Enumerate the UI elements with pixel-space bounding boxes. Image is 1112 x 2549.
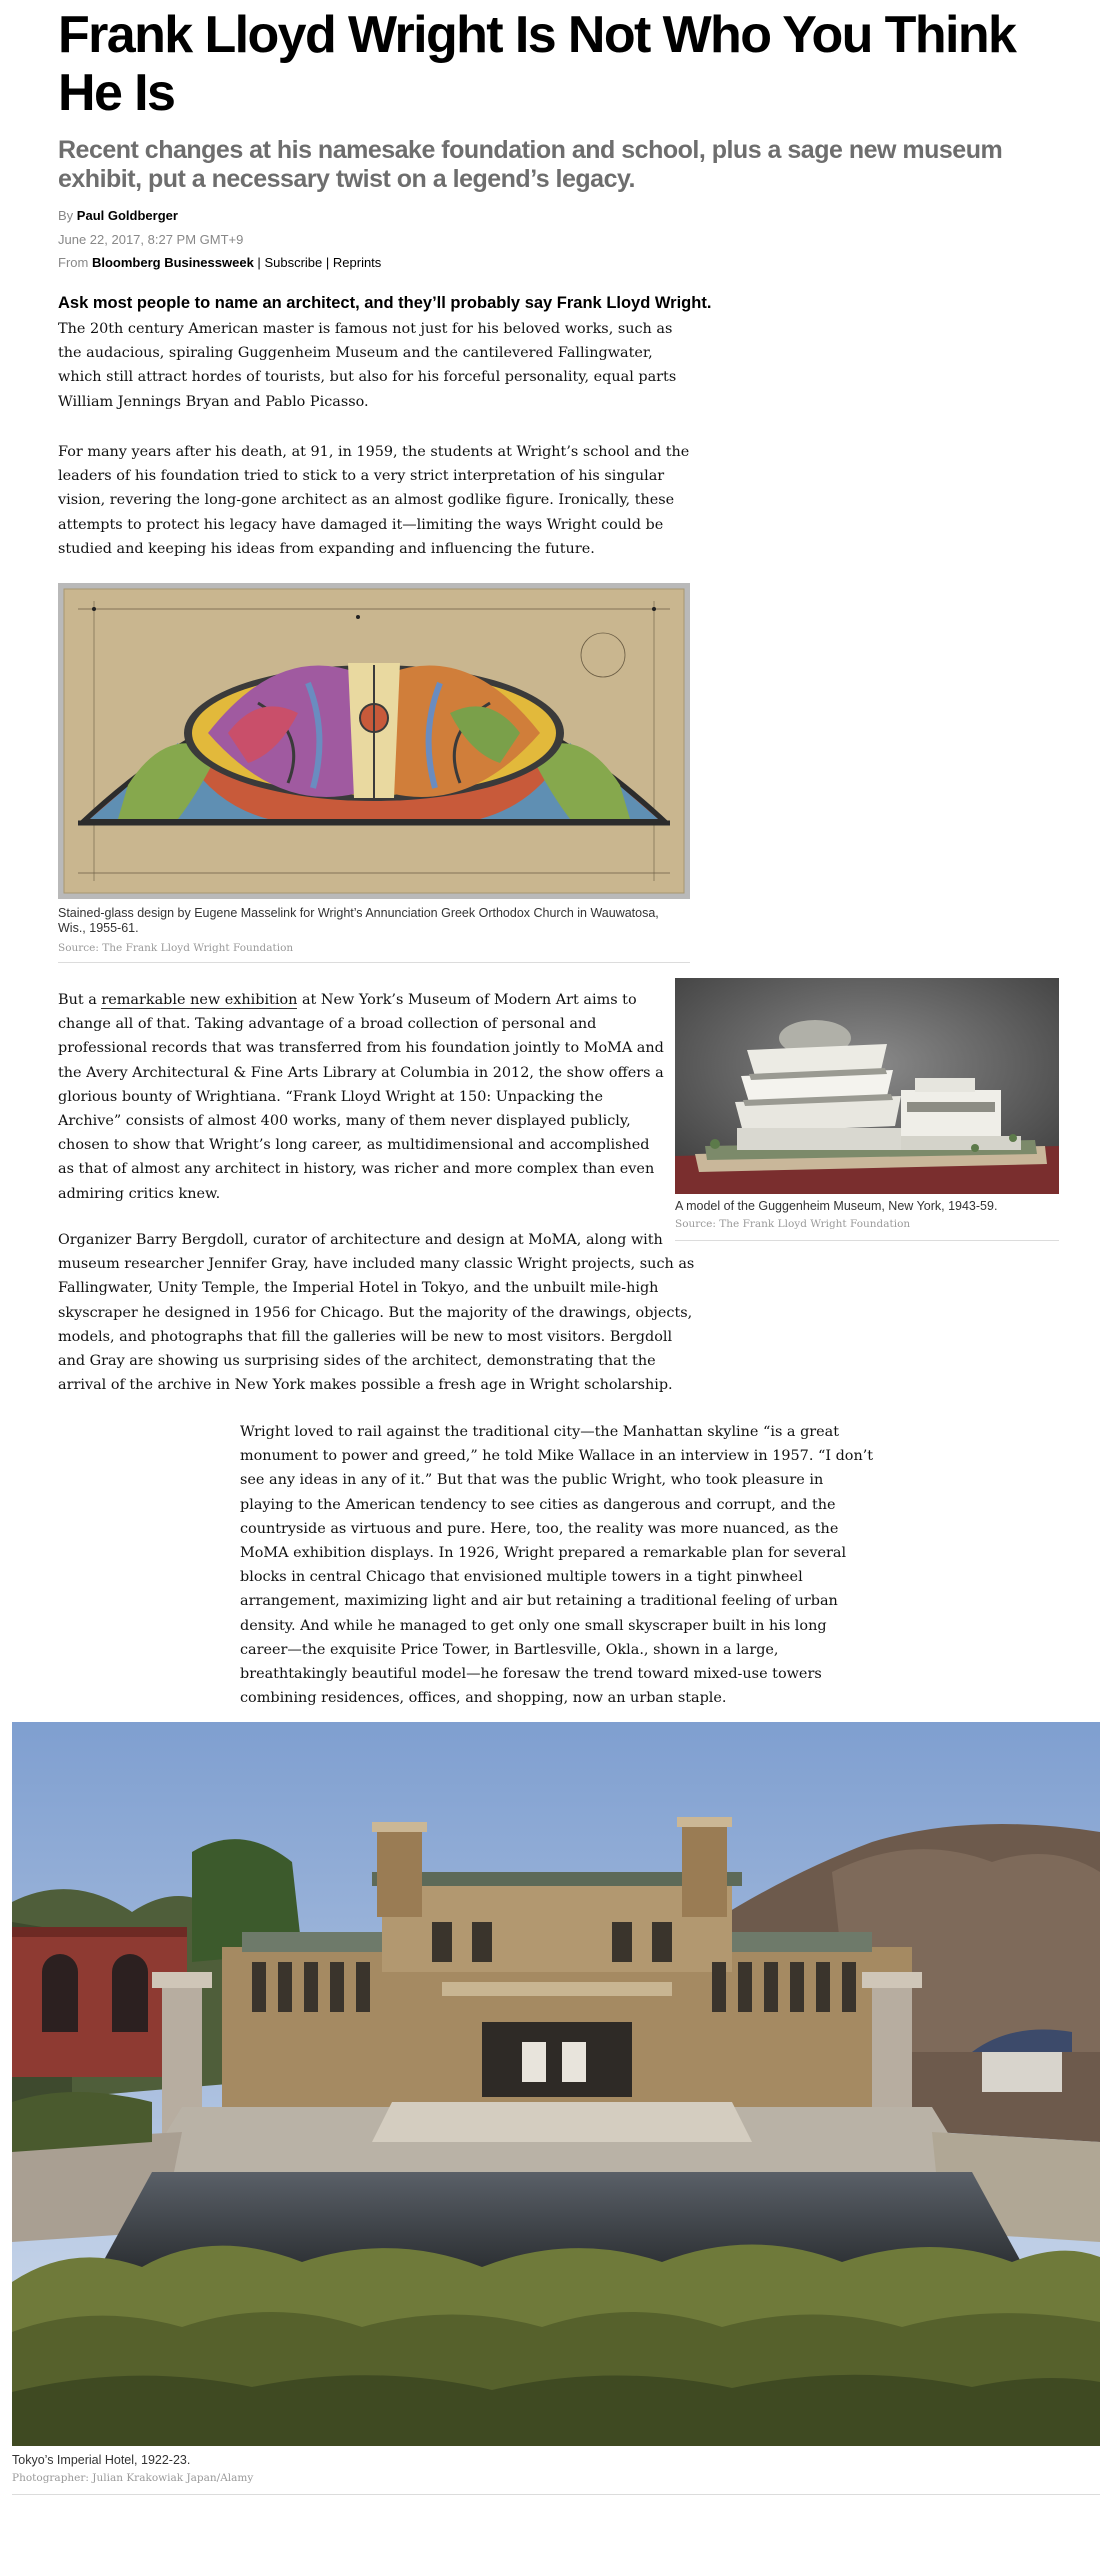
imperial-hotel-illustration — [12, 1722, 1100, 2446]
article-headline: Frank Lloyd Wright Is Not Who You Think He Is — [58, 6, 1016, 122]
paragraph-3 — [58, 988, 670, 1206]
from-prefix: From — [58, 255, 89, 270]
paragraph-1: The 20th century American master is famous not just for his beloved works, such as the audacious, spiraling Guggenheim Museum and the cantilevered Fallingwater, which still attract hordes of tourists, but also for his forceful personality, equal parts William Jennings Bryan and Pablo Picasso. — [58, 321, 677, 410]
paragraph-2: For many years after his death, at 91, in 1959, the students at Wright’s school and the leaders of his foundation tried to stick to a very strict interpretation of his singular vision, revering the long-gone architect as an almost godlike figure. Ironically, these attempts to protect his legacy have damaged it—limiting the ways Wright could be studied and keeping his ideas from expanding and influencing the future. — [58, 444, 690, 557]
caption-divider — [675, 1240, 1059, 1241]
stained-glass-credit: Source: The Frank Lloyd Wright Foundation — [58, 942, 294, 954]
guggenheim-model-image — [675, 978, 1059, 1194]
caption-divider — [12, 2494, 1100, 2495]
stained-glass-caption: Stained-glass design by Eugene Masselink for Wright’s Annunciation Greek Orthodox Church in Wauwatosa, Wis., 1955-61. — [58, 906, 659, 935]
publish-date: June 22, 2017, 8:27 PM GMT+9 — [58, 232, 244, 247]
subscribe-link[interactable]: Subscribe — [264, 255, 323, 270]
byline-prefix: By — [58, 208, 74, 223]
exhibition-link[interactable]: remarkable new exhibition — [101, 992, 298, 1008]
paragraph-3-intro: But a — [58, 992, 102, 1008]
imperial-hotel-image — [12, 1722, 1100, 2446]
paragraph-5: Wright loved to rail against the traditional city—the Manhattan skyline “is a great monument to power and greed,” he told Mike Wallace in an interview in 1957. “I don’t see any ideas in any of it.” But that was the public Wright, who took pleasure in playing to the American tendency to see cities as dangerous and corrupt, and the countryside as virtuous and pure. Here, too, the reality was more nuanced, as the MoMA exhibition displays. In 1926, Wright prepared a remarkable plan for several blocks in central Chicago that envisioned multiple towers in a tight pinwheel arrangement, maximizing light and air but retaining a traditional feeling of urban density. And while he managed to get only one small skyscraper built in his long career—the exquisite Price Tower, in Bartlesville, Okla., shown in a large, breathtakingly beautiful model—he foresaw the trend toward mixed-use towers combining residences, offices, and shopping, now an urban staple. — [240, 1424, 874, 1707]
author-link[interactable]: Paul Goldberger — [76, 208, 178, 223]
guggenheim-caption: A model of the Guggenheim Museum, New York, 1943-59. — [675, 1199, 998, 1213]
publication-line — [58, 255, 381, 271]
imperial-hotel-credit: Photographer: Julian Krakowiak Japan/Alamy — [12, 2472, 254, 2484]
publication-link[interactable]: Bloomberg Businessweek — [91, 255, 254, 270]
guggenheim-credit: Source: The Frank Lloyd Wright Foundation — [675, 1218, 911, 1230]
article-dek: Recent changes at his namesake foundation and school, plus a sage new museum exhibit, put a necessary twist on a legend’s legacy. — [58, 136, 1003, 193]
byline — [58, 208, 178, 224]
caption-divider — [58, 962, 690, 963]
meta-separator: | — [325, 255, 330, 270]
meta-separator: | — [257, 255, 261, 270]
imperial-hotel-caption: Tokyo’s Imperial Hotel, 1922-23. — [12, 2453, 191, 2467]
paragraph-3-text: at New York’s Museum of Modern Art aims to change all of that. Taking advantage of a broad collection of personal and professional records that was transferred from his foundation jointly to MoMA and the Avery Architectural & Fine Arts Library at Columbia in 2012, the show offers a glorious bounty of Wrightiana. “Frank Lloyd Wright at 150: Unpacking the Archive” consists of almost 400 works, many of them never displayed publicly, chosen to show that Wright’s long career, as multidimensional and accomplished as that of almost any architect in history, was richer and more complex than even admiring critics knew. — [58, 992, 664, 1202]
stained-glass-image — [58, 583, 690, 899]
paragraph-4: Organizer Barry Bergdoll, curator of architecture and design at MoMA, along with museum researcher Jennifer Gray, have included many classic Wright projects, such as Fallingwater, Unity Temple, the Imperial Hotel in Tokyo, and the unbuilt mile-high skyscraper he designed in 1956 for Chicago. But the majority of the drawings, objects, models, and photographs that fill the galleries will be new to most visitors. Bergdoll and Gray are showing us surprising sides of the architect, demonstrating that the arrival of the archive in New York makes possible a fresh age in Wright scholarship. — [58, 1232, 695, 1394]
stained-glass-illustration — [58, 583, 690, 899]
reprints-link[interactable]: Reprints — [332, 255, 382, 270]
lead-question: Ask most people to name an architect, and they’ll probably say Frank Lloyd Wright. — [58, 294, 712, 312]
guggenheim-model-illustration — [675, 978, 1059, 1194]
